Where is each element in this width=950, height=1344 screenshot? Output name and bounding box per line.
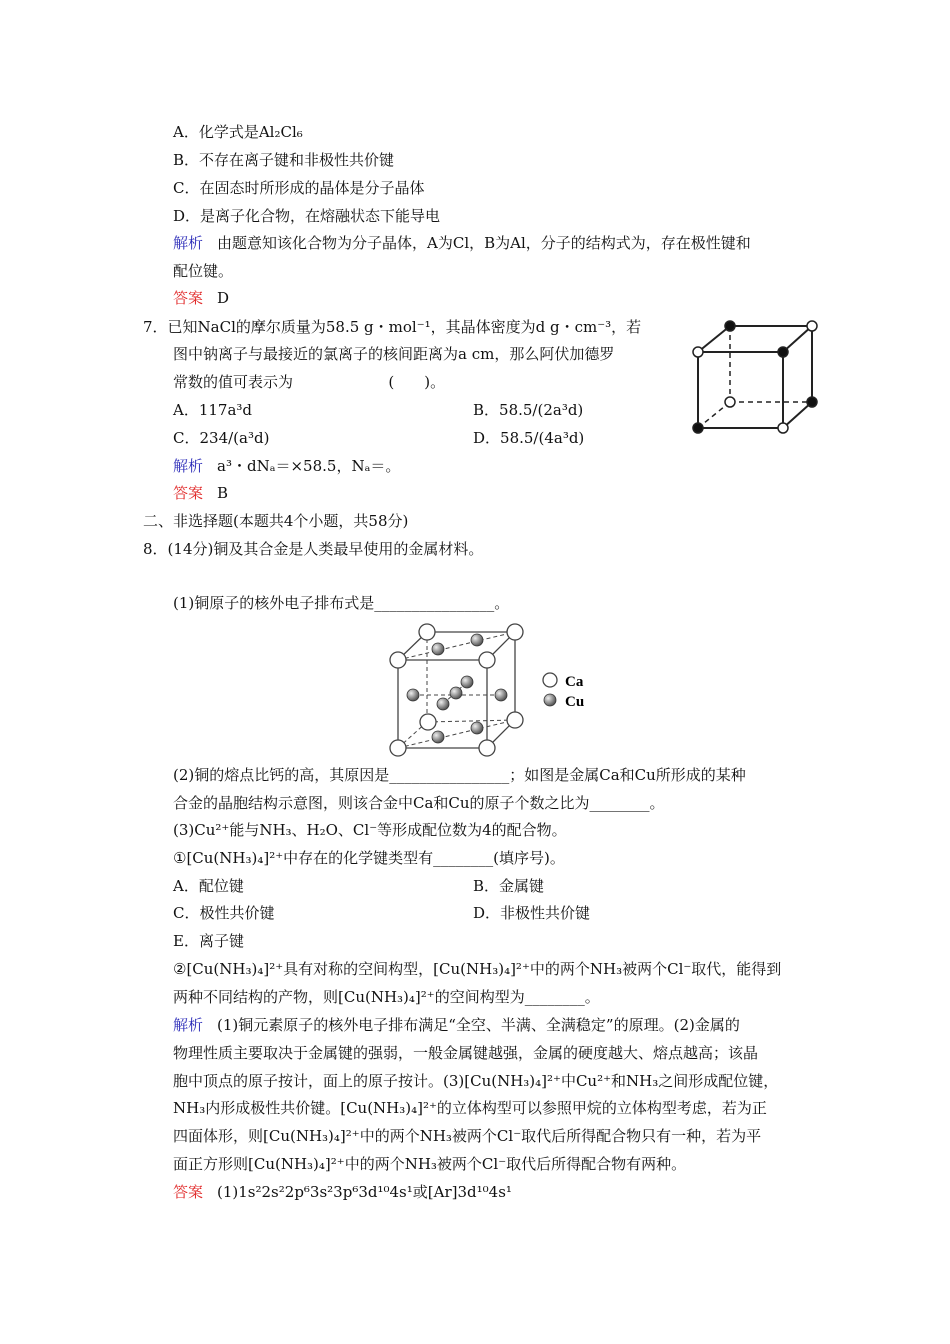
answer-label: 答案 <box>173 1183 204 1201</box>
q8-part3-2-2: 两种不同结构的产物，则[Cu(NH₃)₄]²⁺的空间构型为________。 <box>173 988 600 1006</box>
answer-text: D <box>217 289 230 307</box>
q8-part2-2: 合金的晶胞结构示意图，则该合金中Ca和Cu的原子个数之比为________。 <box>173 794 665 812</box>
q6-answer <box>173 288 229 308</box>
cu-legend-marker <box>544 694 556 706</box>
section-heading: 二、非选择题(本题共4个小题，共58分) <box>143 512 409 530</box>
q8-analysis-4: NH₃内形成极性共价键。[Cu(NH₃)₄]²⁺的立体构型可以参照甲烷的立体构型考虑，若为正 <box>173 1099 767 1117</box>
analysis-label: 解析 <box>173 234 204 252</box>
answer-text: B <box>217 484 229 502</box>
legend-cu: Cu <box>565 694 585 710</box>
ca-cu-cell-diagram <box>380 615 600 765</box>
q8-option-a: A．配位键 <box>173 877 244 895</box>
q6-option-c: C．在固态时所形成的晶体是分子晶体 <box>173 179 425 197</box>
answer-text: (1)1s²2s²2p⁶3s²3p⁶3d¹⁰4s¹或[Ar]3d¹⁰4s¹ <box>217 1183 512 1201</box>
q7-stem-2: 图中钠离子与最接近的氯离子的核间距离为a cm，那么阿伏加德罗 <box>173 345 615 363</box>
q7-option-d: D．58.5/(4a³d) <box>473 429 585 447</box>
legend-ca: Ca <box>565 674 584 690</box>
analysis-text: a³・dNₐ＝×58.5，Nₐ＝。 <box>217 457 401 475</box>
q8-stem: 8．(14分)铜及其合金是人类最早使用的金属材料。 <box>143 540 484 558</box>
q8-part2-1: (2)铜的熔点比钙的高，其原因是________________；如图是金属Ca和Cu所形成的某种 <box>173 766 746 784</box>
q8-analysis <box>173 1015 740 1035</box>
q6-analysis-cont: 配位键。 <box>173 262 234 280</box>
q8-option-c: C．极性共价键 <box>173 904 275 922</box>
nacl-cube-diagram <box>680 310 830 445</box>
q6-option-b: B．不存在离子键和非极性共价键 <box>173 151 395 169</box>
q7-option-a: A．117a³d <box>173 401 253 419</box>
q8-analysis-5: 四面体形，则[Cu(NH₃)₄]²⁺中的两个NH₃被两个Cl⁻取代后所得配合物只有一种，若为平 <box>173 1127 762 1145</box>
analysis-text: (1)铜元素原子的核外电子排布满足“全空、半满、全满稳定”的原理。(2)金属的 <box>217 1016 740 1034</box>
q8-part1: (1)铜原子的核外电子排布式是________________。 <box>173 594 510 612</box>
q6-analysis <box>173 233 751 253</box>
q8-option-e: E．离子键 <box>173 932 244 950</box>
q7-analysis <box>173 456 400 476</box>
q8-part3-2-1: ②[Cu(NH₃)₄]²⁺具有对称的空间构型，[Cu(NH₃)₄]²⁺中的两个NH₃被两个Cl⁻取代，能得到 <box>173 960 782 978</box>
q7-option-b: B．58.5/(2a³d) <box>473 401 584 419</box>
answer-label: 答案 <box>173 289 204 307</box>
q8-option-d: D．非极性共价键 <box>473 904 591 922</box>
q6-option-d: D．是离子化合物，在熔融状态下能导电 <box>173 207 441 225</box>
q8-option-b: B．金属键 <box>473 877 545 895</box>
q7-stem-3: 常数的值可表示为 ( )。 <box>173 373 446 391</box>
q8-part3-1: ①[Cu(NH₃)₄]²⁺中存在的化学键类型有________(填序号)。 <box>173 849 565 867</box>
q8-answer <box>173 1182 512 1202</box>
q7-stem-1: 7．已知NaCl的摩尔质量为58.5 g・mol⁻¹，其晶体密度为d g・cm⁻³，若 <box>143 318 642 336</box>
ca-legend-marker <box>543 673 557 687</box>
analysis-label: 解析 <box>173 457 204 475</box>
q8-analysis-2: 物理性质主要取决于金属键的强弱，一般金属键越强，金属的硬度越大、熔点越高；该晶 <box>173 1044 759 1062</box>
q7-answer <box>173 483 228 503</box>
q8-analysis-3: 胞中顶点的原子按计，面上的原子按计。(3)[Cu(NH₃)₄]²⁺中Cu²⁺和NH₃之间形成配位键， <box>173 1072 779 1090</box>
analysis-text: 由题意知该化合物为分子晶体，A为Cl，B为Al，分子的结构式为，存在极性键和 <box>217 234 751 252</box>
answer-label: 答案 <box>173 484 204 502</box>
q8-part3: (3)Cu²⁺能与NH₃、H₂O、Cl⁻等形成配位数为4的配合物。 <box>173 821 567 839</box>
q6-option-a: A．化学式是Al₂Cl₆ <box>173 123 303 141</box>
q7-option-c: C．234/(a³d) <box>173 429 270 447</box>
q8-analysis-6: 面正方形则[Cu(NH₃)₄]²⁺中的两个NH₃被两个Cl⁻取代后所得配合物有两种。 <box>173 1155 687 1173</box>
analysis-label: 解析 <box>173 1016 204 1034</box>
